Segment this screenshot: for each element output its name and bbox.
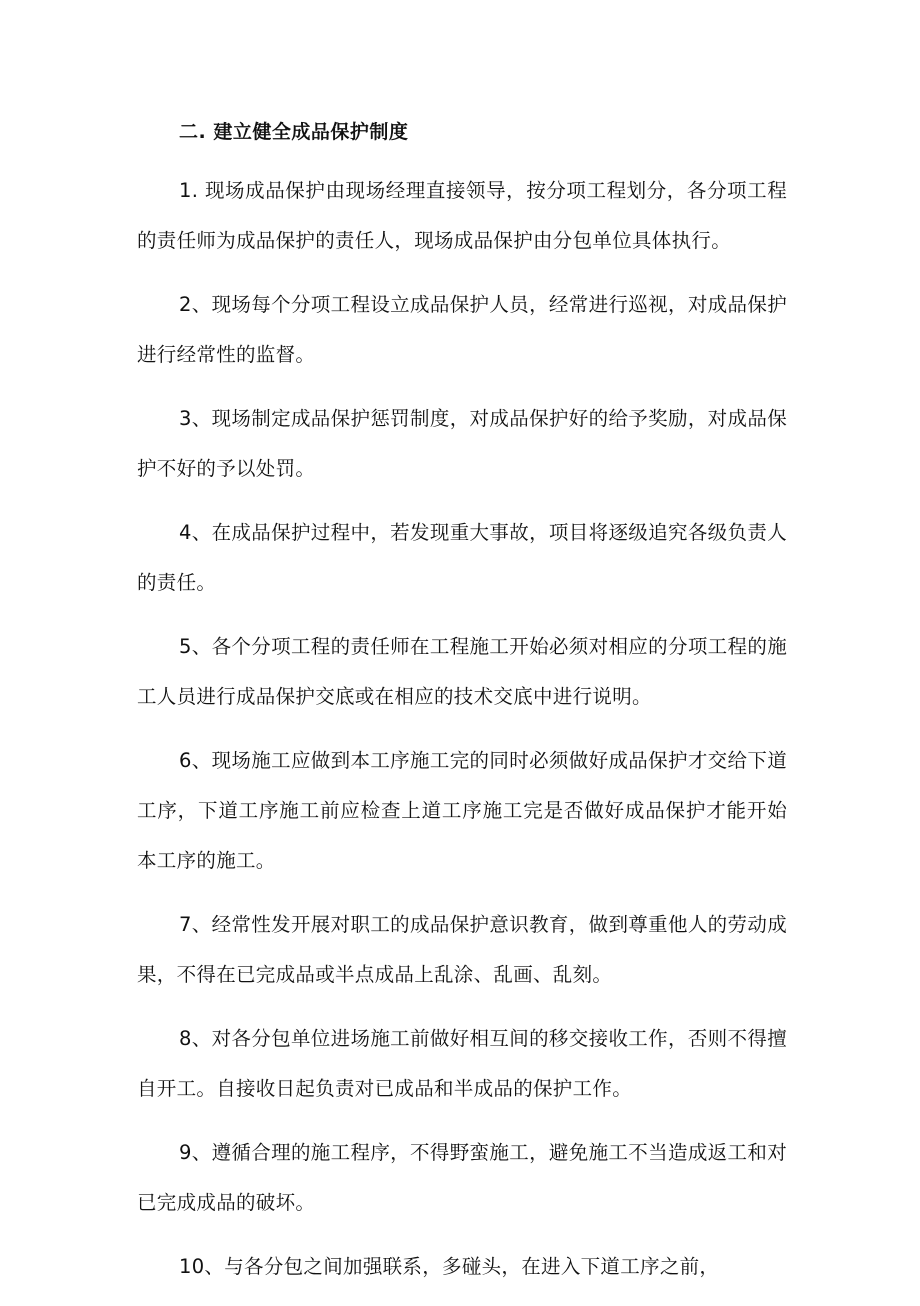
paragraph-4: 4、在成品保护过程中，若发现重大事故，项目将逐级追究各级负责人的责任。 <box>137 521 787 594</box>
paragraph-7: 7、经常性发开展对职工的成品保护意识教育，做到尊重他人的劳动成果，不得在已完成品或半点成品上乱涂、乱画、乱刻。 <box>137 913 787 986</box>
paragraph-9: 9、遵循合理的施工程序，不得野蛮施工，避免施工不当造成返工和对已完成成品的破坏。 <box>137 1141 787 1214</box>
paragraph-1: 1. 现场成品保护由现场经理直接领导，按分项工程划分，各分项工程的责任师为成品保护的责任人，现场成品保护由分包单位具体执行。 <box>137 179 787 252</box>
paragraph-10: 10、与各分包之间加强联系，多碰头，在进入下道工序之前， <box>179 1255 720 1278</box>
paragraph-5: 5、各个分项工程的责任师在工程施工开始必须对相应的分项工程的施工人员进行成品保护交底或在相应的技术交底中进行说明。 <box>137 635 787 708</box>
paragraph-8: 8、对各分包单位进场施工前做好相互间的移交接收工作，否则不得擅自开工。自接收日起负责对已成品和半成品的保护工作。 <box>137 1027 787 1100</box>
paragraph-3: 3、现场制定成品保护惩罚制度，对成品保护好的给予奖励，对成品保护不好的予以处罚。 <box>137 407 787 480</box>
document-body <box>137 116 787 1306</box>
section-heading: 二. 建立健全成品保护制度 <box>179 121 409 143</box>
paragraph-6: 6、现场施工应做到本工序施工完的同时必须做好成品保护才交给下道工序，下道工序施工前应检查上道工序施工完是否做好成品保护才能开始本工序的施工。 <box>137 749 787 872</box>
paragraph-2: 2、现场每个分项工程设立成品保护人员，经常进行巡视，对成品保护进行经常性的监督。 <box>137 293 787 366</box>
